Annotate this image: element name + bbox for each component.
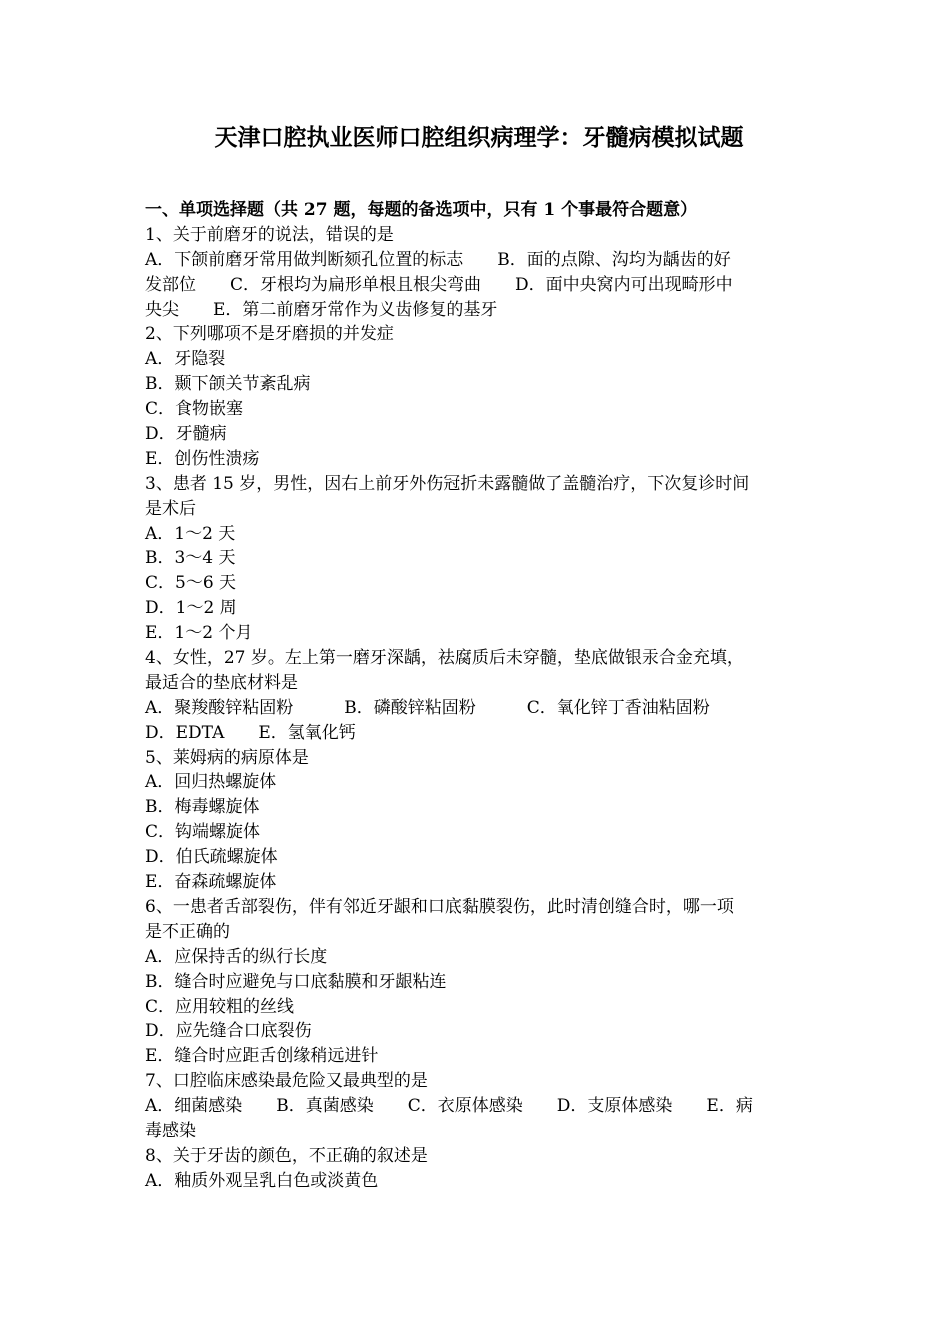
text-line: 央尖 E．第二前磨牙常作为义齿修复的基牙: [145, 299, 498, 320]
text-line: A．细菌感染 B．真菌感染 C．衣原体感染 D．支原体感染 E．病: [145, 1096, 753, 1117]
text-line: 1、关于前磨牙的说法，错误的是: [145, 224, 394, 245]
text-line: D．1～2 周: [145, 598, 237, 619]
text-line: D．应先缝合口底裂伤: [145, 1021, 312, 1042]
text-line: C．食物嵌塞: [145, 399, 244, 420]
text-line: D．EDTA E．氢氧化钙: [145, 722, 356, 743]
text-line: 是术后: [145, 498, 196, 519]
text-line: A．牙隐裂: [145, 349, 226, 370]
text-line: A．下颌前磨牙常用做判断颏孔位置的标志 B．面的点隙、沟均为龋齿的好: [145, 249, 731, 270]
text-line: E．奋森疏螺旋体: [145, 872, 277, 893]
text-line: 2、下列哪项不是牙磨损的并发症: [145, 324, 394, 345]
text-line: 6、一患者舌部裂伤，伴有邻近牙龈和口底黏膜裂伤，此时清创缝合时，哪一项: [145, 896, 734, 917]
text-line: 最适合的垫底材料是: [145, 672, 298, 693]
text-line: 8、关于牙齿的颜色，不正确的叙述是: [145, 1145, 428, 1166]
text-line: D．牙髓病: [145, 424, 227, 445]
document-body: [145, 198, 813, 1194]
text-line: C．应用较粗的丝线: [145, 996, 295, 1017]
section-heading: 一、单项选择题（共 27 题，每题的备选项中，只有 1 个事最符合题意）: [145, 200, 698, 220]
text-line: 发部位 C．牙根均为扁形单根且根尖弯曲 D．面中央窝内可出现畸形中: [145, 274, 733, 295]
text-line: B．3～4 天: [145, 548, 236, 569]
text-line: A．釉质外观呈乳白色或淡黄色: [145, 1170, 379, 1191]
text-line: 5、莱姆病的病原体是: [145, 747, 309, 768]
text-line: 毒感染: [145, 1120, 196, 1141]
document-title: 天津口腔执业医师口腔组织病理学：牙髓病模拟试题: [214, 124, 744, 151]
text-line: A．回归热螺旋体: [145, 772, 277, 793]
text-line: D．伯氏疏螺旋体: [145, 847, 278, 868]
text-line: E．创伤性溃疡: [145, 448, 260, 469]
text-line: C．5～6 天: [145, 573, 237, 594]
text-line: E．缝合时应距舌创缘稍远进针: [145, 1046, 379, 1067]
text-line: 3、患者 15 岁，男性，因右上前牙外伤冠折未露髓做了盖髓治疗，下次复诊时间: [145, 473, 750, 494]
text-line: B．颞下颌关节紊乱病: [145, 374, 311, 395]
text-line: B．梅毒螺旋体: [145, 797, 260, 818]
text-line: E．1～2 个月: [145, 623, 253, 644]
text-line: A．聚羧酸锌粘固粉 B．磷酸锌粘固粉 C．氧化锌丁香油粘固粉: [145, 697, 710, 718]
text-line: 7、口腔临床感染最危险又最典型的是: [145, 1071, 428, 1092]
text-line: C．钩端螺旋体: [145, 822, 261, 843]
text-line: B．缝合时应避免与口底黏膜和牙龈粘连: [145, 971, 447, 992]
text-line: 是不正确的: [145, 921, 230, 942]
text-line: 4、女性，27 岁。左上第一磨牙深龋，祛腐质后未穿髓，垫底做银汞合金充填，: [145, 648, 744, 669]
text-line: A．1～2 天: [145, 523, 236, 544]
text-line: A．应保持舌的纵行长度: [145, 946, 328, 967]
